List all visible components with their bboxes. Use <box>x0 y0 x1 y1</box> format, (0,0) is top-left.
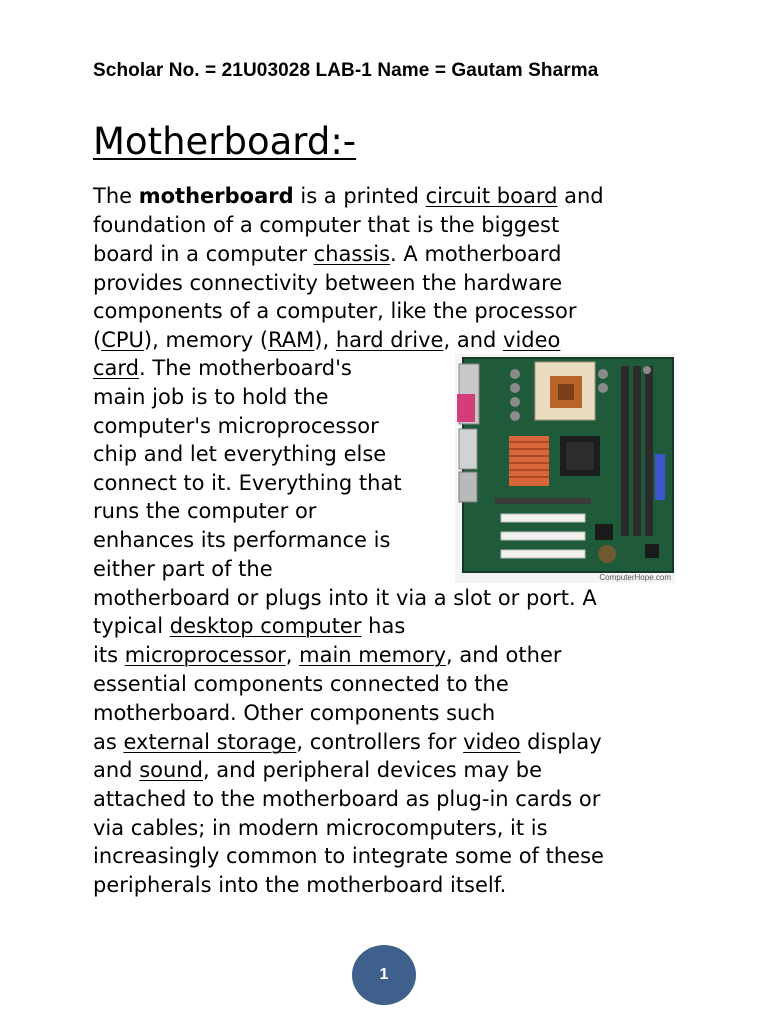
text-line: motherboard or plugs into it via a slot or port. A <box>93 586 597 610</box>
link-circuit-board[interactable]: circuit board <box>425 184 558 208</box>
text-line: increasingly common to integrate some of these <box>93 844 604 868</box>
text-line: and sound, and peripheral devices may be <box>93 758 543 782</box>
text-line: its microprocessor, main memory, and other <box>93 643 562 667</box>
text-line: essential components connected to the <box>93 672 509 696</box>
link-hard-drive[interactable]: hard drive <box>335 328 444 352</box>
scholar-header: Scholar No. = 21U03028 LAB-1 Name = Gautam Sharma <box>93 60 599 81</box>
link-video-card[interactable]: card <box>93 356 140 380</box>
text-line: runs the computer or <box>93 499 317 523</box>
link-ram[interactable]: RAM <box>268 328 315 352</box>
text-line: either part of the <box>93 557 273 581</box>
text-line: typical desktop computer has <box>93 614 406 638</box>
text-line: The motherboard is a printed circuit board and <box>93 184 604 208</box>
link-external-storage[interactable]: external storage <box>123 730 297 754</box>
link-chassis[interactable]: chassis <box>313 242 391 266</box>
link-sound[interactable]: sound <box>139 758 203 782</box>
text-line: connect to it. Everything that <box>93 471 402 495</box>
text-line: peripherals into the motherboard itself. <box>93 873 507 897</box>
text-line: attached to the motherboard as plug-in cards or <box>93 787 601 811</box>
motherboard-illustration <box>455 354 675 583</box>
link-main-memory[interactable]: main memory <box>299 643 447 667</box>
text-line: provides connectivity between the hardware <box>93 271 563 295</box>
link-microprocessor[interactable]: microprocessor <box>124 643 286 667</box>
text-line: enhances its performance is <box>93 528 391 552</box>
text-line: card. The motherboard's <box>93 356 352 380</box>
image-credit: ComputerHope.com <box>599 573 671 582</box>
text-line: (CPU), memory (RAM), hard drive, and video <box>93 328 561 352</box>
text-line: motherboard. Other components such <box>93 701 496 725</box>
text-line: main job is to hold the <box>93 385 329 409</box>
motherboard-image <box>455 354 675 583</box>
text-line: chip and let everything else <box>93 442 387 466</box>
page-title: Motherboard:- <box>93 120 357 163</box>
text-line: via cables; in modern microcomputers, it is <box>93 816 548 840</box>
bold-term: motherboard <box>138 184 294 208</box>
page-number-badge: 1 <box>352 945 416 1005</box>
text-line: board in a computer chassis. A motherboard <box>93 242 562 266</box>
link-cpu[interactable]: CPU <box>101 328 144 352</box>
link-video[interactable]: video <box>503 328 561 352</box>
text-line: computer's microprocessor <box>93 414 379 438</box>
text-line: foundation of a computer that is the biggest <box>93 213 560 237</box>
link-desktop-computer[interactable]: desktop computer <box>169 614 362 638</box>
text-line: as external storage, controllers for video display <box>93 730 602 754</box>
text-line: components of a computer, like the processor <box>93 299 577 323</box>
link-video-display[interactable]: video <box>463 730 521 754</box>
